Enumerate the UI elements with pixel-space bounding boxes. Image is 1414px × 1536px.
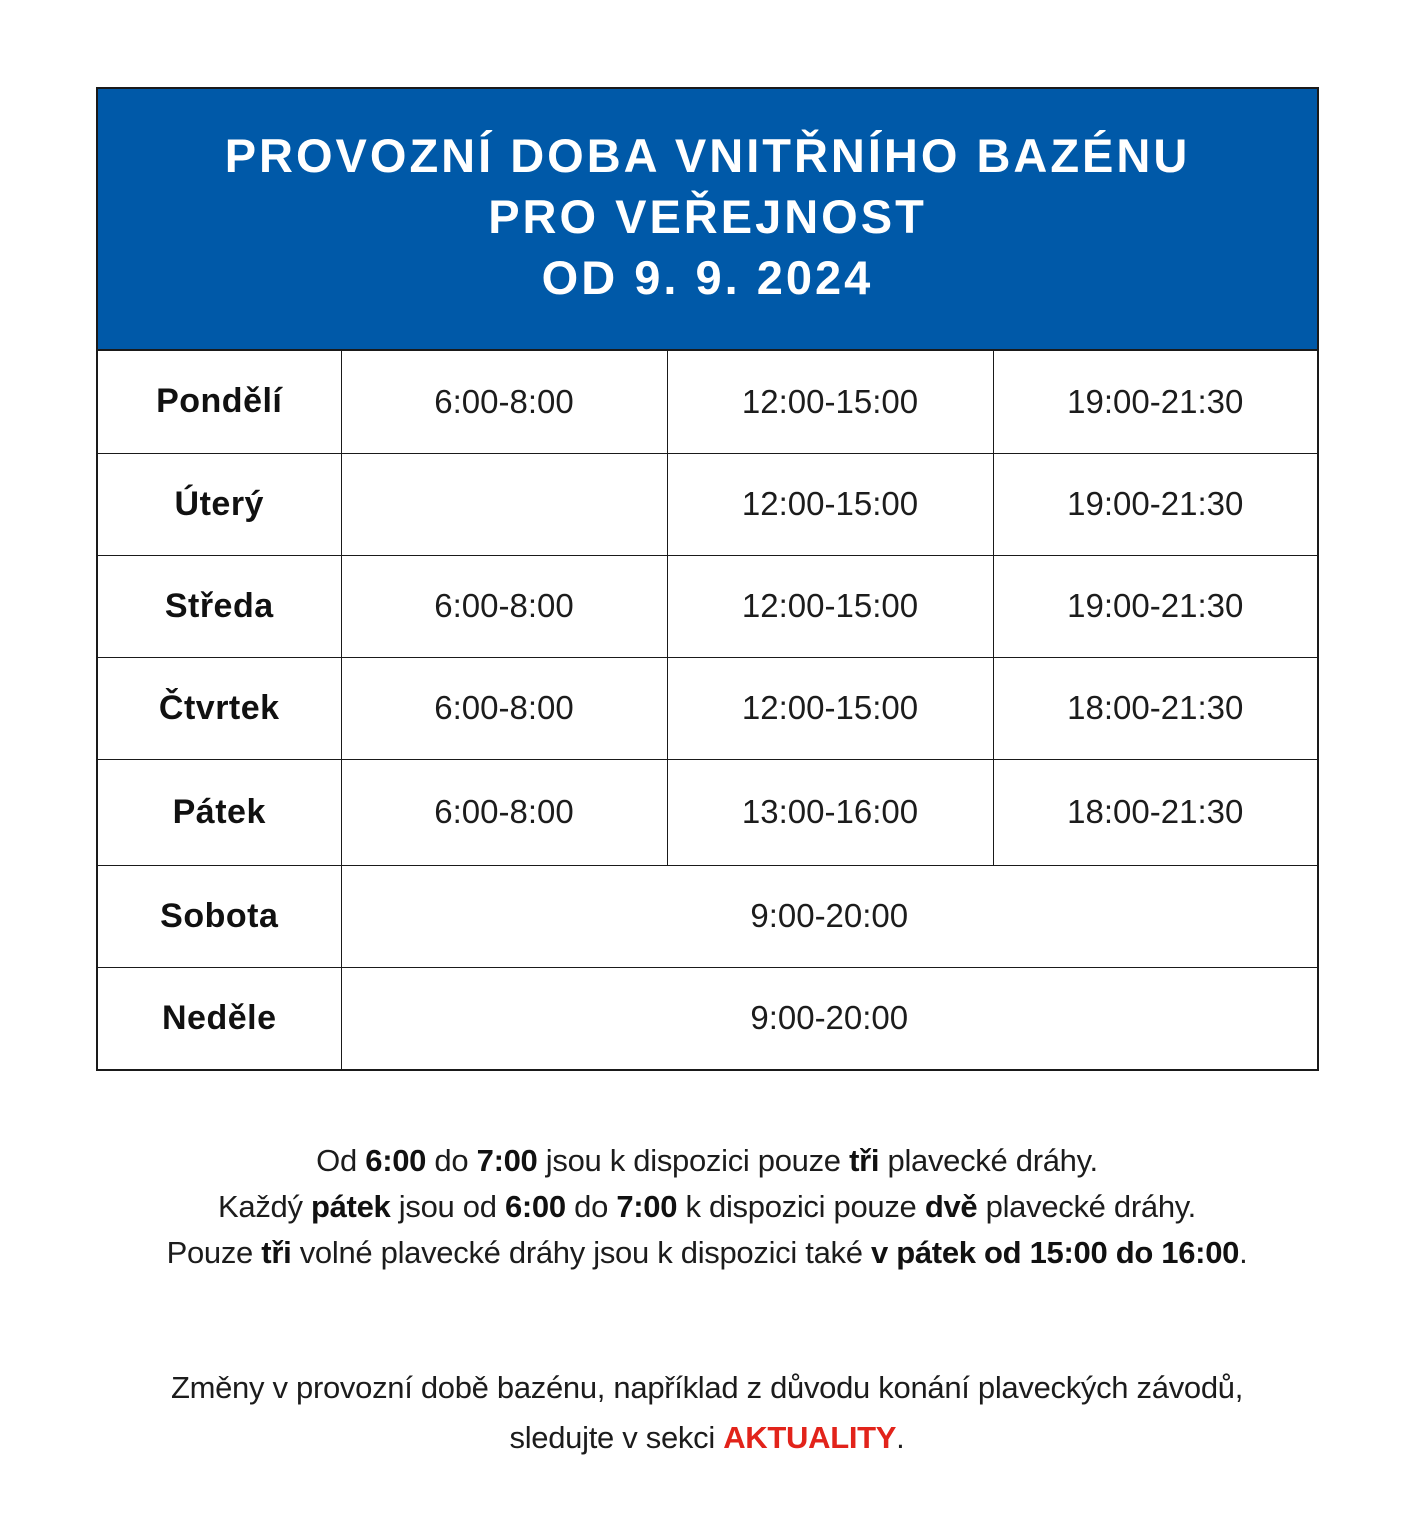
- note-text: volné plavecké dráhy jsou k dispozici také: [291, 1235, 871, 1270]
- row-patek: [98, 759, 1317, 865]
- row-pondeli: [98, 351, 1317, 453]
- day-label: Pondělí: [98, 351, 341, 453]
- note-line-3: [0, 1230, 1414, 1276]
- note-text: do: [565, 1189, 617, 1224]
- time-slot: 18:00-21:30: [993, 657, 1317, 759]
- note-text: Pouze: [166, 1235, 262, 1270]
- time-slot: [341, 453, 667, 555]
- note-emphasis: 7:00: [616, 1189, 678, 1224]
- note-emphasis: tři: [261, 1235, 292, 1270]
- time-slot: 19:00-21:30: [993, 351, 1317, 453]
- day-label: Neděle: [98, 967, 341, 1069]
- time-slot: 6:00-8:00: [341, 657, 667, 759]
- day-label: Úterý: [98, 453, 341, 555]
- header-subtitle: PRO VEŘEJNOST: [488, 189, 927, 243]
- time-slot: 12:00-15:00: [667, 453, 993, 555]
- aktuality-link[interactable]: AKTUALITY: [723, 1420, 897, 1455]
- row-sobota: [98, 865, 1317, 967]
- time-slot: 6:00-8:00: [341, 555, 667, 657]
- time-slot: 6:00-8:00: [341, 759, 667, 865]
- note-text: do: [426, 1143, 477, 1178]
- row-ctvrtek: [98, 657, 1317, 759]
- row-utery: [98, 453, 1317, 555]
- lane-notes: [0, 1138, 1414, 1276]
- note-emphasis: v pátek od 15:00 do 16:00: [870, 1235, 1240, 1270]
- header-date: OD 9. 9. 2024: [541, 250, 874, 304]
- row-nedele: [98, 967, 1317, 1069]
- changes-line-2: [0, 1413, 1414, 1463]
- note-text: plavecké dráhy.: [879, 1143, 1098, 1178]
- time-slot: 6:00-8:00: [341, 351, 667, 453]
- day-label: Pátek: [98, 759, 341, 865]
- time-slot: 12:00-15:00: [667, 351, 993, 453]
- note-emphasis: tři: [849, 1143, 880, 1178]
- note-text: k dispozici pouze: [677, 1189, 925, 1224]
- time-slot: 19:00-21:30: [993, 453, 1317, 555]
- schedule-grid: [98, 351, 1317, 1069]
- note-emphasis: 6:00: [365, 1143, 427, 1178]
- row-streda: [98, 555, 1317, 657]
- note-text: plavecké dráhy.: [977, 1189, 1196, 1224]
- day-label: Čtvrtek: [98, 657, 341, 759]
- opening-hours-table: [96, 87, 1319, 1071]
- time-slot-all-day: 9:00-20:00: [341, 967, 1317, 1069]
- changes-text: .: [896, 1420, 905, 1455]
- note-line-2: [0, 1184, 1414, 1230]
- note-text: Od: [316, 1143, 366, 1178]
- header-title: PROVOZNÍ DOBA VNITŘNÍHO BAZÉNU: [224, 128, 1191, 182]
- note-emphasis: 6:00: [504, 1189, 566, 1224]
- day-label: Středa: [98, 555, 341, 657]
- time-slot-all-day: 9:00-20:00: [341, 865, 1317, 967]
- time-slot: 12:00-15:00: [667, 657, 993, 759]
- note-emphasis: pátek: [310, 1189, 391, 1224]
- time-slot: 12:00-15:00: [667, 555, 993, 657]
- note-emphasis: dvě: [924, 1189, 978, 1224]
- time-slot: 19:00-21:30: [993, 555, 1317, 657]
- note-line-1: [0, 1138, 1414, 1184]
- note-text: .: [1239, 1235, 1248, 1270]
- changes-notice: [0, 1363, 1414, 1463]
- note-text: jsou k dispozici pouze: [537, 1143, 850, 1178]
- note-text: jsou od: [390, 1189, 505, 1224]
- note-text: Každý: [218, 1189, 311, 1224]
- changes-text: sledujte v sekci: [509, 1420, 724, 1455]
- changes-line-1: Změny v provozní době bazénu, například z důvodu konání plaveckých závodů,: [170, 1370, 1244, 1405]
- day-label: Sobota: [98, 865, 341, 967]
- table-header: [98, 89, 1317, 351]
- time-slot: 13:00-16:00: [667, 759, 993, 865]
- time-slot: 18:00-21:30: [993, 759, 1317, 865]
- note-emphasis: 7:00: [476, 1143, 538, 1178]
